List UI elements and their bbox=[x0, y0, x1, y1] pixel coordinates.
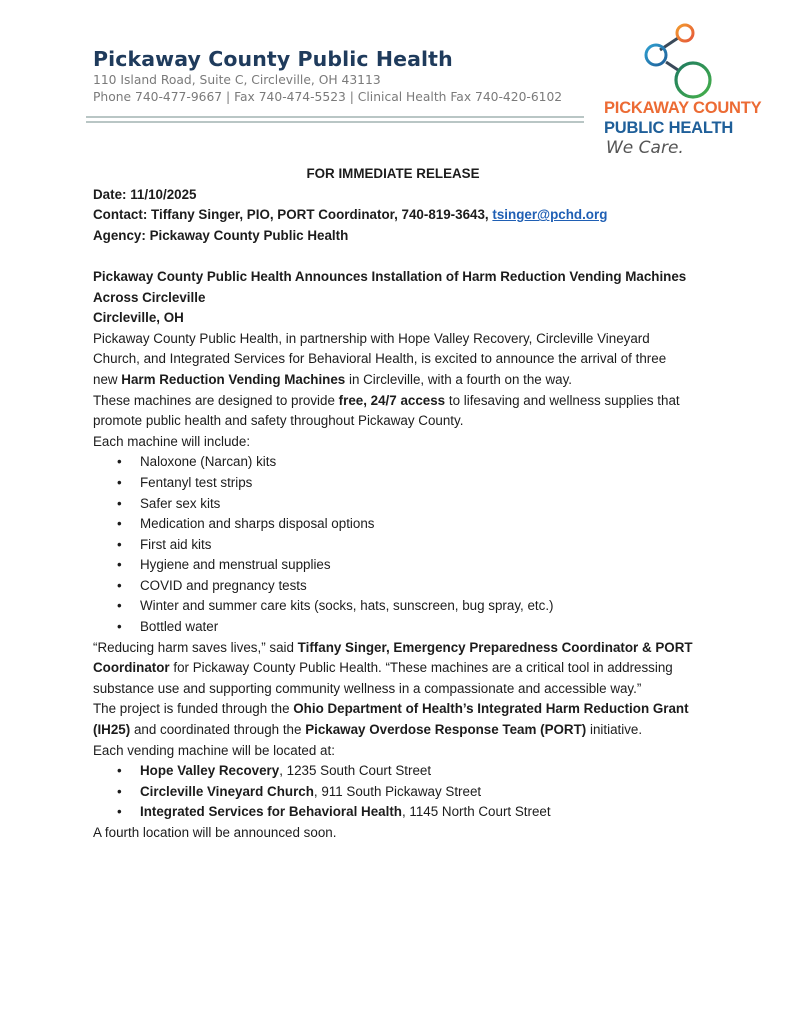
list-item bbox=[93, 473, 713, 494]
bold-text: Ohio Department of Health’s Integrated Harm Reduction Grant (IH25) bbox=[93, 701, 689, 738]
text: for Pickaway County Public Health. “These machines are a critical tool in addressing substance use and supporting community wellness in a compassionate and accessible way.” bbox=[93, 660, 673, 696]
list-item bbox=[93, 617, 713, 638]
spacer bbox=[93, 246, 713, 267]
letterhead bbox=[93, 46, 593, 106]
list-item bbox=[93, 452, 713, 473]
items-intro: Each machine will include: bbox=[93, 433, 251, 449]
dateline: Circleville, OH bbox=[93, 310, 184, 326]
contact-value: Tiffany Singer, PIO, PORT Coordinator, 740-819-3643, bbox=[151, 207, 489, 223]
org-contact-line: Phone 740-477-9667 | Fax 740-474-5523 | Clinical Health Fax 740-420-6102 bbox=[93, 90, 563, 104]
logo-tagline: We Care. bbox=[606, 138, 684, 158]
org-address: 110 Island Road, Suite C, Circleville, OH 43113 bbox=[93, 73, 381, 87]
release-label: FOR IMMEDIATE RELEASE bbox=[306, 166, 480, 181]
agency-value: Pickaway County Public Health bbox=[149, 227, 349, 243]
location-address: , 1145 North Court Street bbox=[401, 804, 551, 820]
location-item bbox=[93, 761, 713, 782]
bullet-icon: • bbox=[117, 536, 122, 552]
paragraph-intro bbox=[93, 329, 693, 391]
paragraph-access bbox=[93, 391, 701, 432]
list-item bbox=[93, 576, 713, 597]
closing-line: A fourth location will be announced soon. bbox=[93, 825, 337, 840]
release-agency bbox=[93, 226, 713, 247]
location-name: Hope Valley Recovery bbox=[140, 763, 280, 779]
bullet-icon: • bbox=[117, 577, 122, 593]
release-contact bbox=[93, 205, 713, 226]
text: in Circleville, with a fourth on the way. bbox=[345, 371, 573, 387]
list-item-text: First aid kits bbox=[140, 536, 212, 552]
bullet-icon: • bbox=[117, 516, 122, 532]
bullet-icon: • bbox=[117, 557, 122, 573]
location-name: Circleville Vineyard Church bbox=[140, 783, 314, 799]
supplies-list bbox=[93, 452, 713, 637]
text: and coordinated through the bbox=[130, 722, 306, 738]
text: initiative. bbox=[586, 722, 643, 738]
location-name: Integrated Services for Behavioral Health bbox=[140, 804, 402, 820]
text: Pickaway County Public Health, in partnership with Hope Valley Recovery, Circleville Vineyard Church, and Integrated Services for Behavioral Health, is excited to announce the arrival of three new bbox=[93, 330, 667, 387]
list-item bbox=[93, 555, 713, 576]
date-label: Date: bbox=[93, 186, 127, 202]
press-release-body bbox=[93, 164, 713, 844]
list-item-text: Hygiene and menstrual supplies bbox=[140, 557, 331, 573]
header-divider-bottom bbox=[86, 121, 584, 123]
list-item bbox=[93, 535, 713, 556]
list-item-text: Naloxone (Narcan) kits bbox=[140, 454, 277, 470]
logo bbox=[604, 18, 780, 168]
bullet-icon: • bbox=[117, 454, 122, 470]
agency-label: Agency: bbox=[93, 227, 146, 243]
list-item bbox=[93, 596, 713, 617]
text: to lifesaving and wellness supplies that promote public health and safety throughout Pickaway County. bbox=[93, 392, 680, 429]
bullet-icon: • bbox=[117, 495, 122, 511]
list-item-text: Medication and sharps disposal options bbox=[140, 516, 375, 532]
bullet-icon: • bbox=[117, 783, 122, 799]
bullet-icon: • bbox=[117, 474, 122, 490]
list-item-text: Fentanyl test strips bbox=[140, 474, 253, 490]
list-item-text: Safer sex kits bbox=[140, 495, 221, 511]
locations-intro: Each vending machine will be located at: bbox=[93, 742, 335, 758]
bold-text: Tiffany Singer, Emergency Preparedness Coordinator & PORT Coordinator bbox=[93, 639, 693, 676]
bullet-icon: • bbox=[117, 598, 122, 614]
logo-text-county: PICKAWAY COUNTY bbox=[604, 99, 762, 117]
connected-circles-icon bbox=[638, 22, 738, 102]
logo-text-public-health: PUBLIC HEALTH bbox=[604, 119, 734, 137]
list-item-text: Winter and summer care kits (socks, hats, sunscreen, bug spray, etc.) bbox=[140, 598, 554, 614]
paragraph-quote bbox=[93, 638, 693, 700]
bullet-icon: • bbox=[117, 619, 122, 635]
bold-text: Pickaway Overdose Response Team (PORT) bbox=[305, 722, 587, 738]
location-address: , 1235 South Court Street bbox=[279, 763, 432, 779]
list-item-text: Bottled water bbox=[140, 619, 219, 635]
bold-text: free, 24/7 access bbox=[338, 392, 446, 408]
paragraph-funding bbox=[93, 699, 693, 740]
bold-text: Harm Reduction Vending Machines bbox=[121, 371, 346, 387]
location-item bbox=[93, 802, 713, 823]
headline: Pickaway County Public Health Announces Installation of Harm Reduction Vending Machines Across Circleville bbox=[93, 268, 687, 305]
list-item-text: COVID and pregnancy tests bbox=[140, 577, 307, 593]
location-address: , 911 South Pickaway Street bbox=[313, 783, 482, 799]
date-value: 11/10/2025 bbox=[130, 186, 197, 202]
text: The project is funded through the bbox=[93, 701, 294, 717]
contact-email-link[interactable]: tsinger@pchd.org bbox=[492, 207, 608, 223]
bullet-icon: • bbox=[117, 763, 122, 779]
bullet-icon: • bbox=[117, 804, 122, 820]
org-name: Pickaway County Public Health bbox=[93, 47, 453, 71]
list-item bbox=[93, 514, 713, 535]
release-date bbox=[93, 185, 713, 206]
locations-list bbox=[93, 761, 713, 823]
text: These machines are designed to provide bbox=[93, 392, 339, 408]
text: “Reducing harm saves lives,” said bbox=[93, 639, 298, 655]
list-item bbox=[93, 494, 713, 515]
header-divider-top bbox=[86, 116, 584, 118]
contact-label: Contact: bbox=[93, 207, 148, 223]
location-item bbox=[93, 782, 713, 803]
